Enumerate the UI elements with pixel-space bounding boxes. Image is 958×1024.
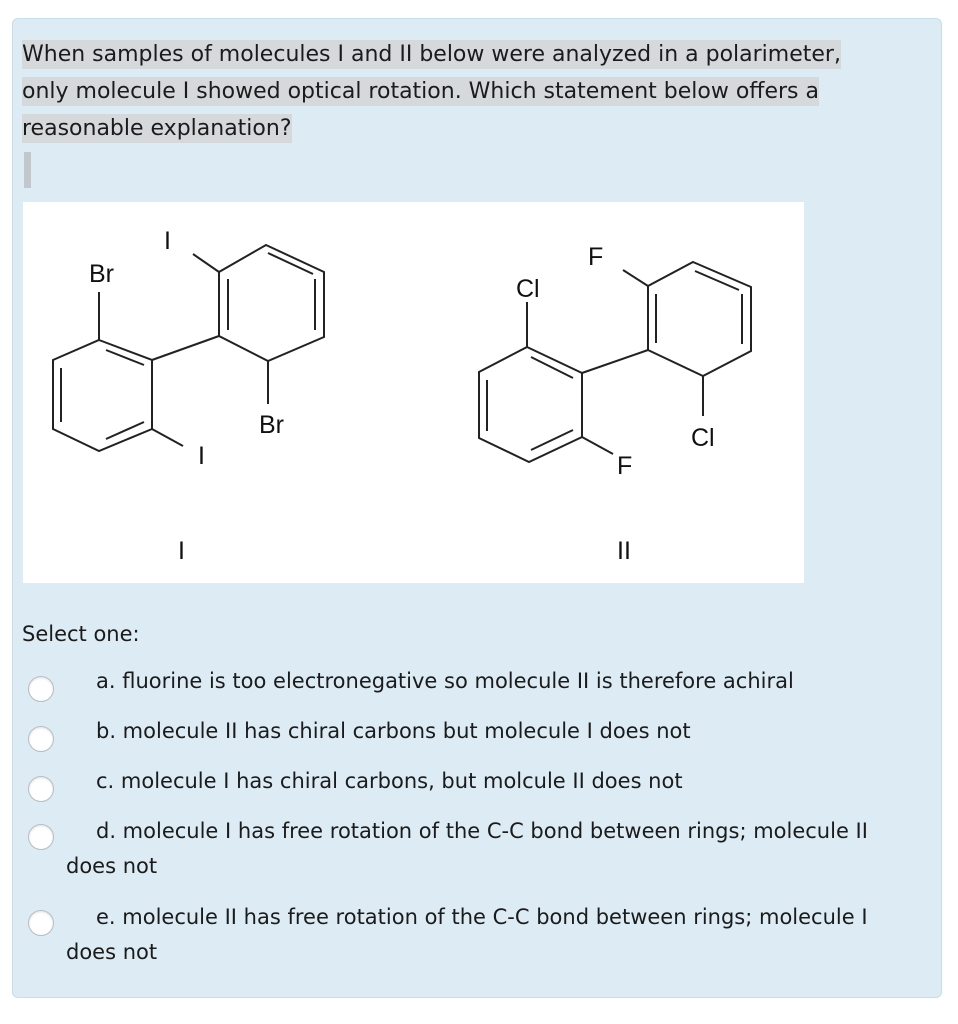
molecule-figure <box>23 202 804 583</box>
molecule-2-caption: II <box>617 537 631 565</box>
molecule-1-atom-br-bottom: Br <box>259 411 284 439</box>
molecule-1-atom-br-top: Br <box>89 260 114 288</box>
option-d-label[interactable]: d. molecule I has free rotation of the C-C bond between rings; molecule II does not <box>66 819 868 878</box>
molecule-2-atom-f-top: F <box>588 243 604 271</box>
molecule-2-ring-left <box>479 347 582 462</box>
option-e-radio[interactable] <box>28 910 54 936</box>
option-c-label[interactable]: c. molecule I has chiral carbons, but molcule II does not <box>96 769 683 793</box>
molecule-1-ring-right <box>219 245 324 361</box>
question-line-3: reasonable explanation? <box>22 116 292 141</box>
biphenyl-structures <box>23 202 804 583</box>
molecule-1-atom-i-bottom: I <box>198 442 205 470</box>
question-line-1: When samples of molecules I and II below were analyzed in a polarimeter, <box>22 42 841 67</box>
option-c-radio[interactable] <box>28 776 54 802</box>
option-b-label[interactable]: b. molecule II has chiral carbons but molecule I does not <box>96 719 691 743</box>
text-cursor-highlight <box>24 152 31 188</box>
molecule-2-atom-cl-bottom: Cl <box>691 424 715 452</box>
option-d-radio[interactable] <box>28 824 54 850</box>
option-b-radio[interactable] <box>28 726 54 752</box>
molecule-1-atom-i-top: I <box>164 227 171 255</box>
molecule-1-ring-left <box>53 340 152 451</box>
option-a-label[interactable]: a. fluorine is too electronegative so molecule II is therefore achiral <box>96 669 794 693</box>
molecule-2-atom-f-bottom: F <box>617 452 633 480</box>
question-text <box>22 36 862 147</box>
molecule-1-caption: I <box>178 537 185 565</box>
select-one-label: Select one: <box>22 622 140 646</box>
molecule-2-ring-right <box>648 262 751 376</box>
option-a-radio[interactable] <box>28 676 54 702</box>
molecule-2-atom-cl-top: Cl <box>516 275 540 303</box>
option-e-label[interactable]: e. molecule II has free rotation of the C-C bond between rings; molecule I does not <box>66 905 868 964</box>
question-line-2: only molecule I showed optical rotation. Which statement below offers a <box>22 79 819 104</box>
